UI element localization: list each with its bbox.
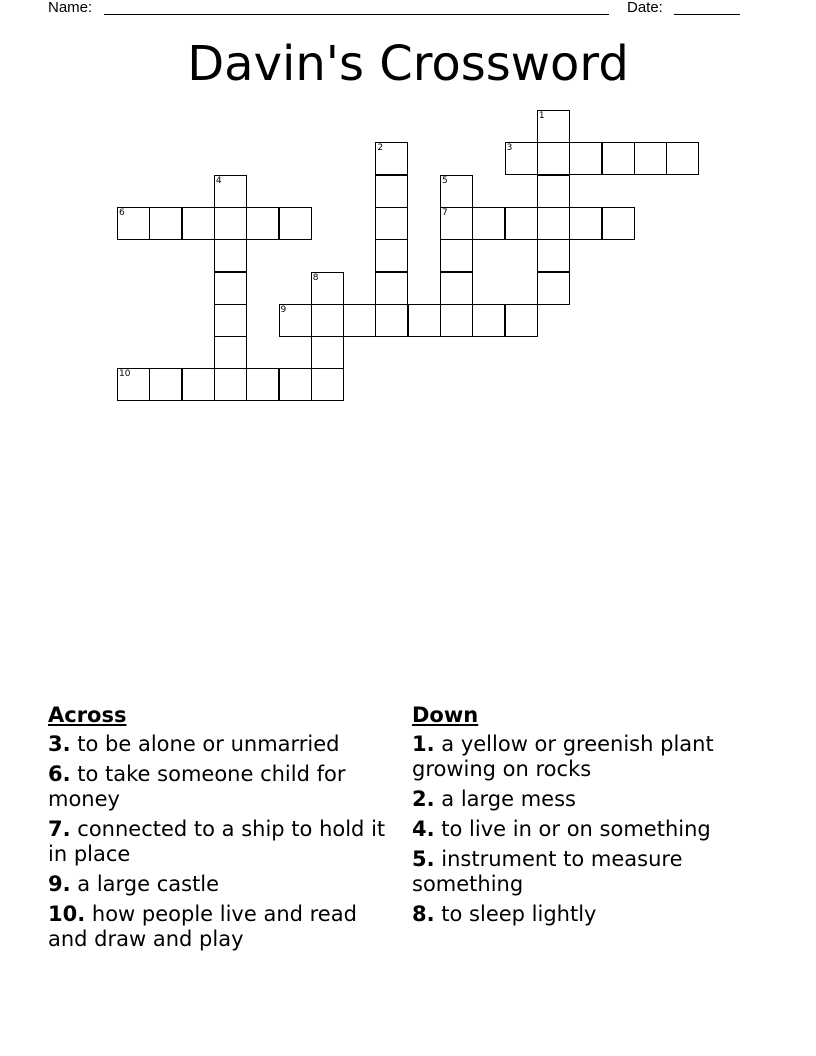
across-clue-10: [48, 902, 393, 952]
grid-cell[interactable]: [569, 142, 602, 175]
clue-text: to be alone or unmarried: [77, 732, 340, 756]
grid-cell[interactable]: [375, 272, 408, 305]
grid-cell[interactable]: [246, 207, 279, 240]
grid-cell[interactable]: [505, 207, 538, 240]
grid-cell[interactable]: [182, 207, 215, 240]
cell-number: 4: [215, 175, 222, 186]
across-clue-9: [48, 872, 393, 897]
clue-text: connected to a ship to hold it in place: [48, 817, 386, 866]
clue-number: 8.: [412, 902, 435, 926]
down-clue-1: [412, 732, 757, 782]
cell-number: 5: [442, 175, 448, 186]
clue-number: 10.: [48, 902, 86, 926]
clue-number: 4.: [412, 817, 435, 841]
grid-cell[interactable]: [569, 207, 602, 240]
grid-cell[interactable]: [149, 368, 182, 401]
grid-cell[interactable]: [279, 368, 312, 401]
grid-cell[interactable]: [440, 175, 473, 208]
cell-number: 6: [119, 207, 125, 218]
grid-cell[interactable]: [214, 304, 247, 337]
grid-cell[interactable]: [375, 207, 408, 240]
clue-number: 1.: [412, 732, 435, 756]
grid-cell[interactable]: [440, 272, 473, 305]
grid-cell[interactable]: [311, 304, 344, 337]
down-clue-5: [412, 847, 757, 897]
grid-cell[interactable]: [214, 368, 247, 401]
grid-cell[interactable]: [279, 304, 312, 337]
grid-cell[interactable]: [182, 368, 215, 401]
grid-cell[interactable]: [537, 207, 570, 240]
down-clue-8: [412, 902, 757, 927]
grid-cell[interactable]: [214, 239, 247, 272]
crossword-grid: [0, 0, 816, 420]
grid-cell[interactable]: [537, 239, 570, 272]
clue-text: to take someone child for money: [48, 762, 346, 811]
grid-cell[interactable]: [537, 175, 570, 208]
down-heading: Down: [412, 703, 479, 727]
cell-number: 8: [312, 272, 319, 283]
grid-cell[interactable]: [408, 304, 441, 337]
grid-cell[interactable]: [279, 207, 312, 240]
grid-cell[interactable]: [505, 304, 538, 337]
grid-cell[interactable]: [214, 272, 247, 305]
clue-text: instrument to measure something: [412, 847, 683, 896]
clue-text: a large mess: [441, 787, 576, 811]
clue-text: to live in or on something: [441, 817, 711, 841]
across-heading: Across: [48, 703, 127, 727]
clue-number: 2.: [412, 787, 435, 811]
grid-cell[interactable]: [537, 142, 570, 175]
cell-number: 10: [119, 369, 131, 380]
grid-cell[interactable]: [505, 142, 538, 175]
grid-cell[interactable]: [343, 304, 376, 337]
cell-number: 1: [538, 111, 545, 121]
down-clue-2: [412, 787, 757, 812]
grid-cell[interactable]: [311, 368, 344, 401]
page-title: Davin's Crossword: [187, 36, 629, 92]
grid-cell[interactable]: [375, 175, 408, 208]
across-clue-7: [48, 817, 393, 867]
clue-number: 3.: [48, 732, 71, 756]
date-label: Date:: [627, 0, 663, 16]
grid-cell[interactable]: [117, 207, 150, 240]
clue-text: a large castle: [77, 872, 220, 896]
grid-cell[interactable]: [634, 142, 667, 175]
grid-cell[interactable]: [149, 207, 182, 240]
grid-cell[interactable]: [440, 207, 473, 240]
grid-cell[interactable]: [602, 142, 635, 175]
clue-number: 7.: [48, 817, 71, 841]
across-clue-6: [48, 762, 393, 812]
grid-cell[interactable]: [117, 368, 150, 401]
clue-text: a yellow or greenish plant growing on rocks: [412, 732, 714, 781]
grid-cell[interactable]: [214, 336, 247, 369]
grid-cell[interactable]: [246, 368, 279, 401]
clue-text: to sleep lightly: [441, 902, 597, 926]
grid-cell[interactable]: [537, 272, 570, 305]
grid-cell[interactable]: [602, 207, 635, 240]
across-clue-3: [48, 732, 393, 757]
grid-cell[interactable]: [472, 207, 505, 240]
grid-cell[interactable]: [375, 304, 408, 337]
grid-cell[interactable]: [537, 110, 570, 143]
grid-cell[interactable]: [472, 304, 505, 337]
grid-cell[interactable]: [440, 304, 473, 337]
grid-cell[interactable]: [214, 175, 247, 208]
down-clues: [412, 702, 757, 932]
grid-cell[interactable]: [311, 336, 344, 369]
clue-text: how people live and read and draw and play: [48, 902, 357, 951]
grid-cell[interactable]: [666, 142, 699, 175]
cell-number: 2: [377, 143, 384, 154]
grid-cell[interactable]: [375, 239, 408, 272]
grid-cell[interactable]: [311, 272, 344, 305]
cell-number: 9: [280, 304, 287, 315]
grid-cell[interactable]: [440, 239, 473, 272]
cell-number: 7: [442, 207, 448, 218]
clue-number: 9.: [48, 872, 71, 896]
cell-number: 3: [506, 143, 513, 154]
clue-number: 5.: [412, 847, 435, 871]
clue-number: 6.: [48, 762, 71, 786]
down-clue-4: [412, 817, 757, 842]
name-label: Name:: [48, 0, 93, 16]
across-clues: [48, 702, 393, 957]
grid-cell[interactable]: [214, 207, 247, 240]
grid-cell[interactable]: [375, 142, 408, 175]
